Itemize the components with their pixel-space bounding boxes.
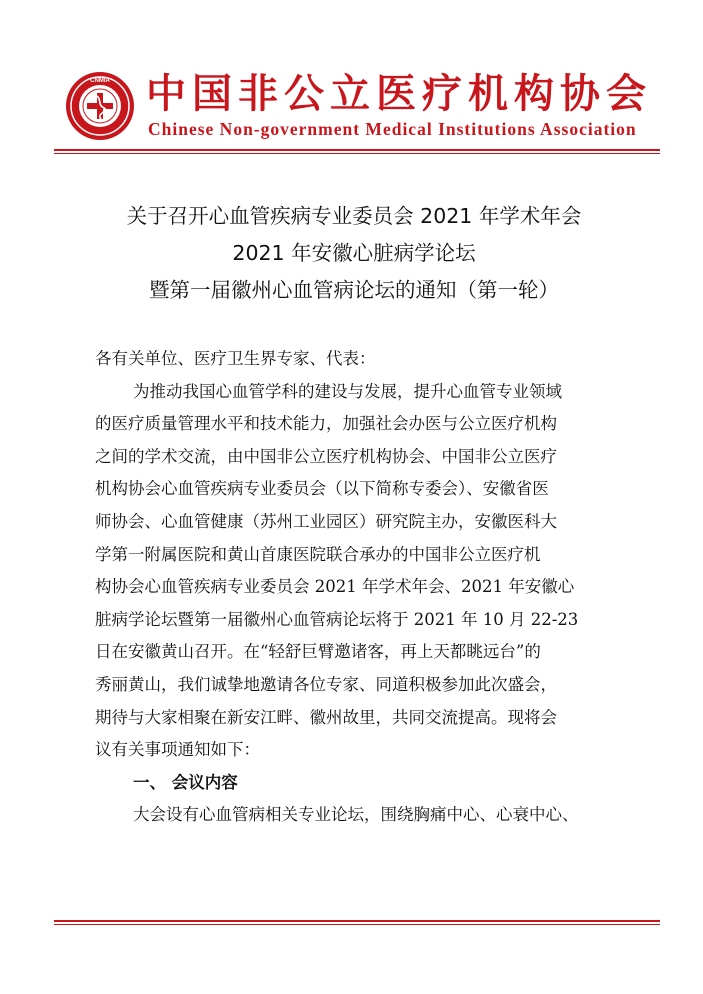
- title-line: 2021 年安徽心脏病学论坛: [232, 241, 476, 265]
- association-seal-icon: [64, 70, 136, 142]
- paragraph-line: 议有关事项通知如下：: [95, 740, 260, 760]
- paragraph-line: 脏病学论坛暨第一届徽州心血管病论坛将于 2021 年 10 月 22-23: [95, 609, 579, 629]
- paragraph-line: 师协会、心血管健康（苏州工业园区）研究院主办，安徽医科大: [95, 511, 557, 531]
- letterhead: [0, 0, 703, 160]
- footer-divider: [54, 920, 660, 922]
- title-line: 暨第一届徽州心血管病论坛的通知（第一轮）: [149, 278, 559, 302]
- paragraph-line: 机构协会心血管疾病专业委员会（以下简称专委会）、安徽省医: [95, 479, 549, 499]
- footer-divider-thin: [54, 924, 660, 925]
- paragraph-line: 为推动我国心血管学科的建设与发展，提升心血管专业领域: [133, 381, 562, 401]
- document-body: [95, 343, 625, 832]
- salutation: 各有关单位、医疗卫生界专家、代表：: [95, 349, 376, 368]
- header-divider: [54, 149, 660, 151]
- org-name-en: Chinese Non-government Medical Institutions Association: [148, 119, 637, 139]
- paragraph-line: 学第一附属医院和黄山首康医院联合承办的中国非公立医疗机: [95, 544, 541, 564]
- paragraph-line: 的医疗质量管理水平和技术能力，加强社会办医与公立医疗机构: [95, 414, 557, 434]
- paragraph-line: 期待与大家相聚在新安江畔、徽州故里，共同交流提高。现将会: [95, 707, 557, 727]
- seal-text: CNMIA: [90, 78, 110, 84]
- document-title: [54, 198, 654, 309]
- section-heading: 一、 会议内容: [133, 772, 238, 792]
- paragraph-line: 日在安徽黄山召开。在“轻舒巨臂邀诸客，再上天都眺远台”的: [95, 642, 541, 662]
- paragraph-line: 构协会心血管疾病专业委员会 2021 年学术年会、2021 年安徽心: [95, 577, 575, 597]
- paragraph-line: 大会设有心血管病相关专业论坛，围绕胸痛中心、心衰中心、: [133, 805, 579, 825]
- org-name-cn: 中国非公立医疗机构协会: [146, 71, 652, 117]
- paragraph-line: 秀丽黄山，我们诚挚地邀请各位专家、同道积极参加此次盛会，: [95, 674, 557, 694]
- title-line: 关于召开心血管疾病专业委员会 2021 年学术年会: [126, 204, 582, 228]
- header-divider-thin: [54, 153, 660, 154]
- paragraph-line: 之间的学术交流，由中国非公立医疗机构协会、中国非公立医疗: [95, 446, 557, 466]
